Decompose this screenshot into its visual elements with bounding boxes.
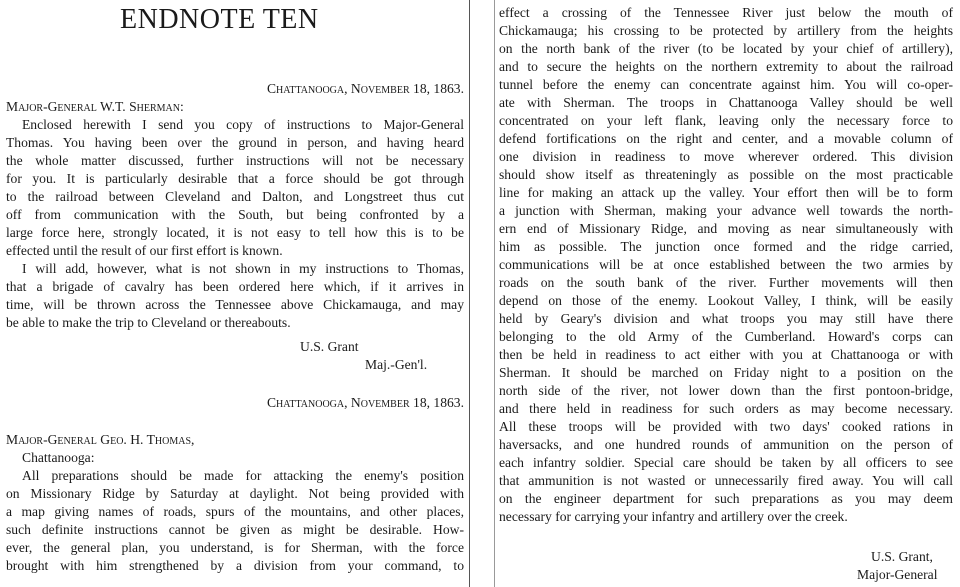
right-line: that ammunition is not wasted or unnecessarily fired away. You will call: [499, 473, 953, 488]
right-line: concentrated on your left flank, leaving only the necessary force to: [499, 113, 953, 128]
letter2-line: on Missionary Ridge by Saturday at daylight. Not being provided with: [6, 486, 464, 501]
letter1-line: time, will be thrown across the Tennessee above Chickamauga, and may: [6, 297, 464, 312]
right-line: line for making an attack up the valley. Your effort then will be to form: [499, 185, 953, 200]
letter1-line: be able to make the trip to Cleveland or thereabouts.: [6, 315, 291, 330]
right-line: Chickamauga; his crossing to be protected by artillery from the heights: [499, 23, 953, 38]
right-line: each infantry soldier. Special care should be taken by all officers to see: [499, 455, 953, 470]
letter1-line: the whole matter discussed, further instructions will not be necessary: [6, 153, 464, 168]
letter1-line: off from communication with the South, but being confronted by a: [6, 207, 464, 222]
right-line: ern end of Missionary Ridge, and moving as near simultaneously with: [499, 221, 953, 236]
right-line: communications will be at once established between the two armies by: [499, 257, 953, 272]
page-title: ENDNOTE TEN: [120, 4, 319, 35]
right-line: roads on the south bank of the river. Further movements will then: [499, 275, 953, 290]
letter2-line: All preparations should be made for attacking the enemy's position: [22, 468, 464, 483]
letter2-place: Chattanooga:: [22, 450, 95, 465]
right-line: All these troops will be provided with two days' cooked rations in: [499, 419, 953, 434]
letter1-line: that a brigade of cavalry has been ordered here which, if it arrives in: [6, 279, 464, 294]
letter1-dateline: Chattanooga, November 18, 1863.: [266, 81, 464, 96]
letter2-dateline: Chattanooga, November 18, 1863.: [266, 395, 464, 410]
right-line: haversacks, and one hundred rounds of ammunition on the person of: [499, 437, 953, 452]
letter2-line: a map giving names of roads, spurs of the mountains, and other places,: [6, 504, 464, 519]
letter1-addressee: Major-General W.T. Sherman:: [6, 99, 184, 114]
left-page: [0, 0, 470, 587]
letter2-line: brought with him strengthened by a division from your command, to: [6, 558, 464, 573]
right-line: on the engineer department for such preparations as you may deem: [499, 491, 953, 506]
letter1-line: to the railroad between Cleveland and Dalton, and Longstreet thus cut: [6, 189, 464, 204]
letter2-line: ever, the general plan, you understand, is for Sherman, with the force: [6, 540, 464, 555]
letter1-line: for you. It is particularly desirable that a force should be got through: [6, 171, 464, 186]
letter1-signature: U.S. Grant: [300, 339, 359, 354]
right-line: belonging to the old Army of the Cumberland. Howard's corps can: [499, 329, 953, 344]
right-line: effect a crossing of the Tennessee River just below the mouth of: [499, 5, 953, 20]
letter2-signature: U.S. Grant,: [871, 549, 933, 564]
letter1-line: I will add, however, what is not shown in my instructions to Thomas,: [22, 261, 464, 276]
right-line: north side of the river, not lower down than the first pontoon-bridge,: [499, 383, 953, 398]
right-line: and to secure the heights on the northern extremity to about the railroad: [499, 59, 953, 74]
right-line: on the north bank of the river (to be located by your chief of artillery),: [499, 41, 953, 56]
letter1-line: Thomas. You having been over the ground in person, and having heard: [6, 135, 464, 150]
right-line: then be held in readiness to act either with you at Chattanooga or with: [499, 347, 953, 362]
right-line: defend fortifications on the right and center, and a movable column of: [499, 131, 953, 146]
letter1-rank: Maj.-Gen'l.: [365, 357, 428, 372]
letter1-line: large force here, strongly located, it is not easy to tell how this is to be: [6, 225, 464, 240]
right-line: depend on those of the enemy. Lookout Valley, I think, will be easily: [499, 293, 953, 308]
right-line: him as possible. The junction once formed and the ridge carried,: [499, 239, 953, 254]
right-line: held by Geary's division and what troops you may still have there: [499, 311, 953, 326]
right-line: and there held in readiness for such orders as may become necessary.: [499, 401, 953, 416]
letter1-line: effected until the result of our first effort is known.: [6, 243, 283, 258]
right-line: one division in readiness to move wherever ordered. This division: [499, 149, 953, 164]
right-line: Sherman. It should be marched on Friday night to a position on the: [499, 365, 953, 380]
right-line: a junction with Sherman, making your advance well towards the north-: [499, 203, 953, 218]
letter1-line: Enclosed herewith I send you copy of instructions to Major-General: [22, 117, 464, 132]
letter2-line: such definite instructions cannot be given as might be desirable. How-: [6, 522, 464, 537]
right-line: necessary for carrying your infantry and artillery over the creek.: [499, 509, 848, 524]
letter2-addressee: Major-General Geo. H. Thomas,: [6, 432, 195, 447]
right-line: should show itself as threateningly as possible on the most practicable: [499, 167, 953, 182]
right-page: [494, 0, 960, 587]
right-line: tunnel before the enemy can concentrate against him. You will co-oper-: [499, 77, 953, 92]
letter2-rank: Major-General: [857, 567, 938, 582]
right-line: ate with Sherman. The troops in Chattanooga Valley should be well: [499, 95, 953, 110]
